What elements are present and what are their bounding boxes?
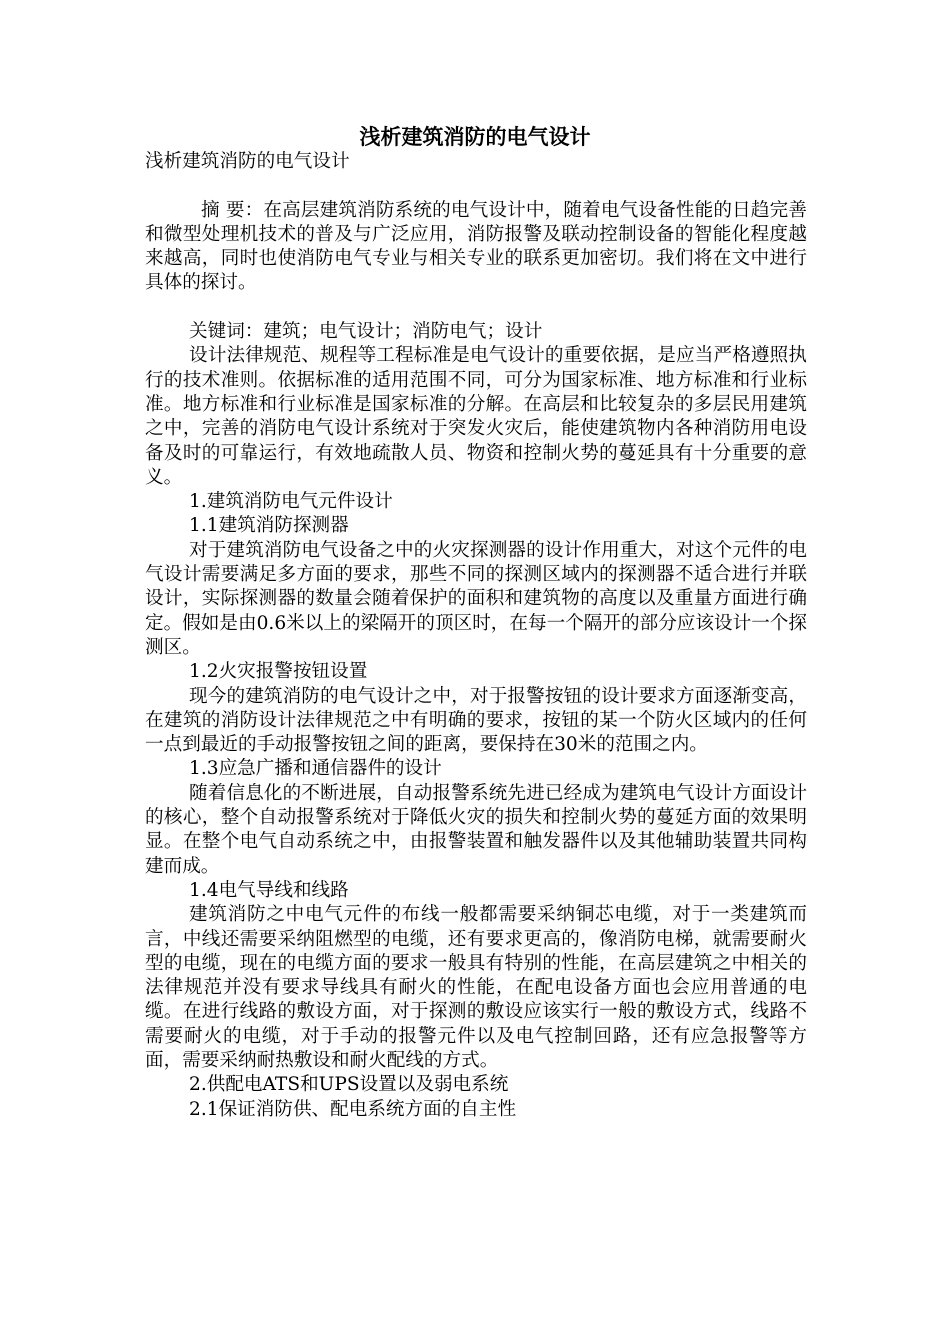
body-paragraph: 建筑消防之中电气元件的布线一般都需要采纳铜芯电缆，对于一类建筑而言，中线还需要采纳阻燃型的电缆，还有要求更高的，像消防电梯，就需要耐火型的电缆，现在的电缆方面的要求一般具有特别的性能，在高层建筑之中相关的法律规范并没有要求导线具有耐火的性能，在配电设备方面也会应用普通的电缆。在进行线路的敷设方面，对于探测的敷设应该实行一般的敷设方式，线路不需要耐火的电缆，对于手动的报警元件以及电气控制回路，还有应急报警等方面，需要采纳耐热敷设和耐火配线的方式。 [145,904,807,1071]
blank-line [145,296,807,320]
subsection-heading: 1.1建筑消防探测器 [189,515,349,537]
section-heading: 1.建筑消防电气元件设计 [189,491,393,513]
document-subtitle: 浅析建筑消防的电气设计 [145,151,350,172]
section-heading: 2.供配电ATS和UPS设置以及弱电系统 [189,1074,509,1096]
blank-line [145,174,807,198]
body-paragraph: 随着信息化的不断进展，自动报警系统先进已经成为建筑电气设计方面设计的核心，整个自动报警系统对于降低火灾的损失和控制火势的蔓延方面的效果明显。在整个电气自动系统之中，由报警装置和触发器件以及其他辅助装置共同构建而成。 [145,782,807,877]
subsection-heading: 1.3应急广播和通信器件的设计 [189,758,442,780]
subsection-heading: 1.4电气导线和线路 [189,879,349,901]
document-title: 浅析建筑消防的电气设计 [359,125,591,149]
intro-paragraph: 设计法律规范、规程等工程标准是电气设计的重要依据，是应当严格遵照执行的技术准则。依据标准的适用范围不同，可分为国家标准、地方标准和行业标准。地方标准和行业标准是国家标准的分解。在高层和比较复杂的多层民用建筑之中，完善的消防电气设计系统对于突发火灾后，能使建筑物内各种消防用电设备及时的可靠运行，有效地疏散人员、物资和控制火势的蔓延具有十分重要的意义。 [145,345,807,488]
body-paragraph: 现今的建筑消防的电气设计之中，对于报警按钮的设计要求方面逐渐变高，在建筑的消防设计法律规范之中有明确的要求，按钮的某一个防火区域内的任何一点到最近的手动报警按钮之间的距离，要保持在30米的范围之内。 [145,685,807,756]
subsection-heading: 2.1保证消防供、配电系统方面的自主性 [189,1098,517,1120]
keywords-paragraph: 关键词：建筑；电气设计；消防电气；设计 [189,321,543,343]
body-paragraph: 对于建筑消防电气设备之中的火灾探测器的设计作用重大，对这个元件的电气设计需要满足多方面的要求，那些不同的探测区域内的探测器不适合进行并联设计，实际探测器的数量会随着保护的面积和建筑物的高度以及重量方面进行确定。假如是由0.6米以上的梁隔开的顶区时，在每一个隔开的部分应该设计一个探测区。 [145,539,807,658]
document-body [145,150,807,1122]
subsection-heading: 1.2火灾报警按钮设置 [189,661,368,683]
abstract-paragraph: 摘 要：在高层建筑消防系统的电气设计中，随着电气设备性能的日趋完善和微型处理机技术的普及与广泛应用，消防报警及联动控制设备的智能化程度越来越高，同时也使消防电气专业与相关专业的联系更加密切。我们将在文中进行具体的探讨。 [145,199,807,294]
